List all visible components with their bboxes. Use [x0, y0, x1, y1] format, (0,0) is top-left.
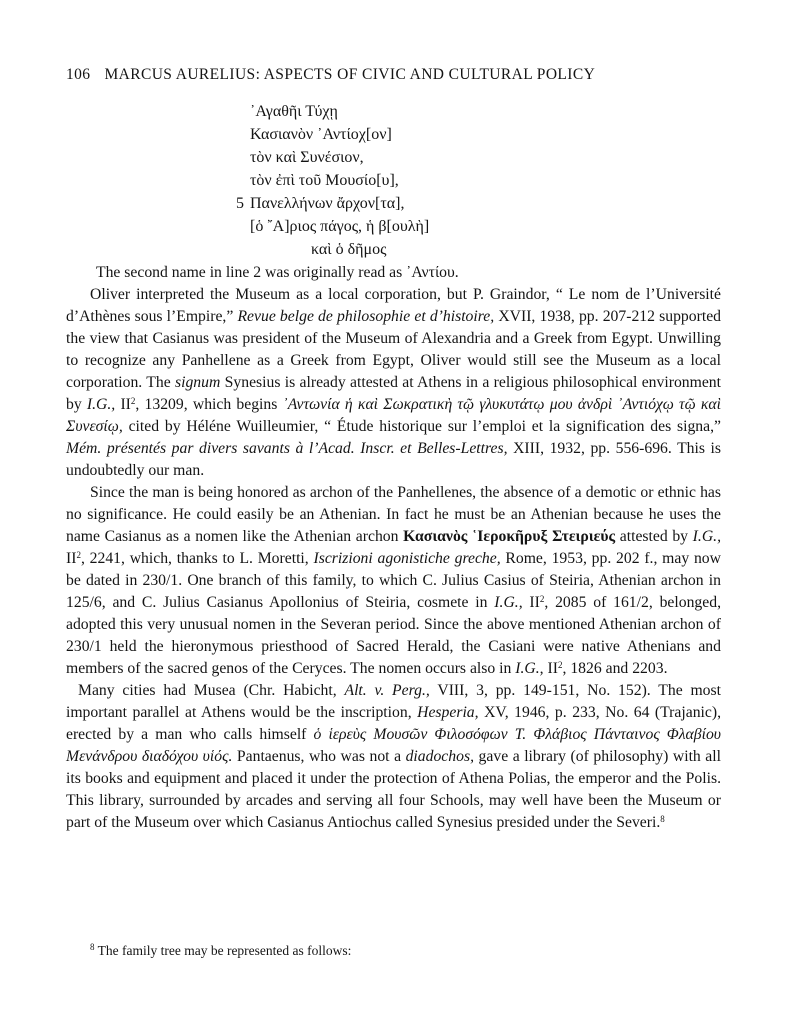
book-title: Alt. v. Perg.,: [344, 682, 430, 699]
inscription-line-5: [236, 192, 570, 215]
text-run: II: [543, 660, 558, 677]
inscription-line-5-text: Πανελλήνων ἄρχον[τα],: [250, 195, 405, 212]
superscript: 2: [539, 594, 545, 604]
text-run: Oliver interpreted the Museum as a local corporation, but P. Graindor, “ Le nom de l’Université d’Athènes sous l’Empire,”: [66, 286, 721, 325]
text-run: attested by: [615, 528, 693, 545]
footnote-marker: 8: [90, 942, 95, 952]
italic-term: signum: [175, 374, 221, 391]
text-run: XV, 1946, p. 233, No. 64 (Trajanic), erected by a man who calls himself: [66, 704, 721, 743]
citation-abbrev: I.G.,: [494, 594, 523, 611]
superscript: 2: [130, 396, 136, 406]
greek-quote: ὁ ἱερεὺς Μουσῶν Φιλοσόφων Τ. Φλάβιος Πάνταινος Φλαβίου Μενάνδρου διαδόχου υἱός.: [66, 726, 721, 765]
text-run: gave a library (of philosophy) with all its books and equipment and placed it under the protection of Athena Polias, the emperor and the Polis. This library, surrounded by arcades and serving all four Schools, may well have been the Museum or part of the Museum over which Casianus Antiochus called Synesius presided under the Severi.: [66, 748, 721, 831]
inscription-line-6: [ὁ ῎Α]ριος πάγος, ἡ β[ουλὴ]: [250, 218, 430, 235]
inscription-line-1: ᾿Αγαθῆι Τύχῃ: [250, 103, 338, 120]
text-run: Pantaenus, who was not a: [232, 748, 406, 765]
greek-name: Κασιανὸς ῾Ιεροκῆρυξ Στειριεύς: [403, 528, 616, 545]
running-title: MARCUS AURELIUS: ASPECTS OF CIVIC AND CULTURAL POLICY: [104, 66, 596, 83]
greek-inscription: [236, 100, 570, 261]
text-run: XVII, 1938, pp. 207-212 supported the view that Casianus was president of the Museum of Alexandria and a Greek from Egypt. Unwilling to recognize any Panhellene as a Greek from Egypt, Oliver would still see the Museum as a local corporation. The: [66, 308, 722, 391]
text-run: Synesius is already attested at Athens in a religious philosophical environment by: [66, 374, 721, 413]
footnote-reference: 8: [660, 814, 665, 824]
text-run: Rome, 1953, pp. 202 f., may now be dated in 230/1. One branch of this family, to which C. Julius Casius of Steiria, Athenian archon in 125/6, and C. Julius Casianus Apollonius of Steiria, cosmete in: [66, 550, 721, 611]
journal-title: Hesperia,: [417, 704, 479, 721]
greek-quote: ᾿Αντωνία ἡ καὶ Σωκρατικὴ τῷ γλυκυτάτῳ μου ἀνδρὶ ᾿Αντιόχῳ τῷ καὶ Συνεσίῳ,: [66, 396, 722, 435]
superscript: 2: [76, 550, 81, 560]
text-run: , 13209, which begins: [135, 396, 283, 413]
text-run: , 2241, which, thanks to L. Moretti,: [80, 550, 314, 567]
journal-title: Mém. présentés par divers savants à l’Acad. Inscr. et Belles-Lettres,: [66, 440, 508, 457]
citation-abbrev: I.G.,: [515, 660, 544, 677]
text-run: II: [115, 396, 131, 413]
text-run: Many cities had Musea (Chr. Habicht,: [78, 682, 345, 699]
text-run: , 1826 and 2203.: [562, 660, 668, 677]
running-header: [66, 66, 726, 84]
body-text: [66, 262, 721, 834]
inscription-line-7: καὶ ὁ δῆμος: [311, 241, 387, 258]
citation-abbrev: I.G.,: [86, 396, 116, 413]
inscription-line-2: Κασιανὸν ᾿Αντίοχ[ον]: [250, 126, 392, 143]
page-number: 106: [66, 66, 91, 83]
text-run: XIII, 1932, pp. 556-696. This is undoubtedly our man.: [66, 440, 721, 479]
text-run: II: [522, 594, 540, 611]
text-run: VIII, 3, pp. 149-151, No. 152). The most important parallel at Athens would be the inscription,: [66, 682, 721, 721]
paragraph-2: [66, 284, 721, 482]
paragraph-3: [66, 482, 721, 680]
text-run: Since the man is being honored as archon of the Panhellenes, the absence of a demotic or ethnic has no significance. He could easily be an Athenian. In fact he must be an Athenian because he uses the name Casianus as a nomen like the Athenian archon: [66, 484, 721, 545]
inscription-line-3: τὸν καὶ Συνέσιον,: [250, 149, 364, 166]
text-run: cited by Héléne Wuilleumier, “ Étude historique sur l’emploi et la signification des signa,”: [122, 418, 721, 435]
paragraph-1: The second name in line 2 was originally read as ᾿Αντίου.: [96, 264, 459, 281]
citation-abbrev: I.G.,: [692, 528, 721, 545]
journal-title: Revue belge de philosophie et d’histoire,: [237, 308, 495, 325]
paragraph-4: [66, 680, 721, 834]
superscript: 2: [557, 660, 563, 670]
text-run: , 2085 of 161/2, belonged, adopted this very unusual nomen in the Severan period. Since the above mentioned Athenian archon of 230/1 held the hieronymous priesthood of Sacred Herald, the Casiani were native Athenians and members of the sacred genos of the Ceryces. The nomen occurs also in: [66, 594, 721, 677]
footnote-text: The family tree may be represented as follows:: [94, 943, 352, 958]
italic-term: diadochos,: [405, 748, 474, 765]
inscription-line-4: τὸν ἐπὶ τοῦ Μουσίο[υ],: [250, 172, 399, 189]
book-title: Iscrizioni agonistiche greche,: [313, 550, 501, 567]
footnote: [90, 942, 710, 960]
line-number: 5: [236, 195, 244, 212]
text-run: II: [66, 550, 77, 567]
